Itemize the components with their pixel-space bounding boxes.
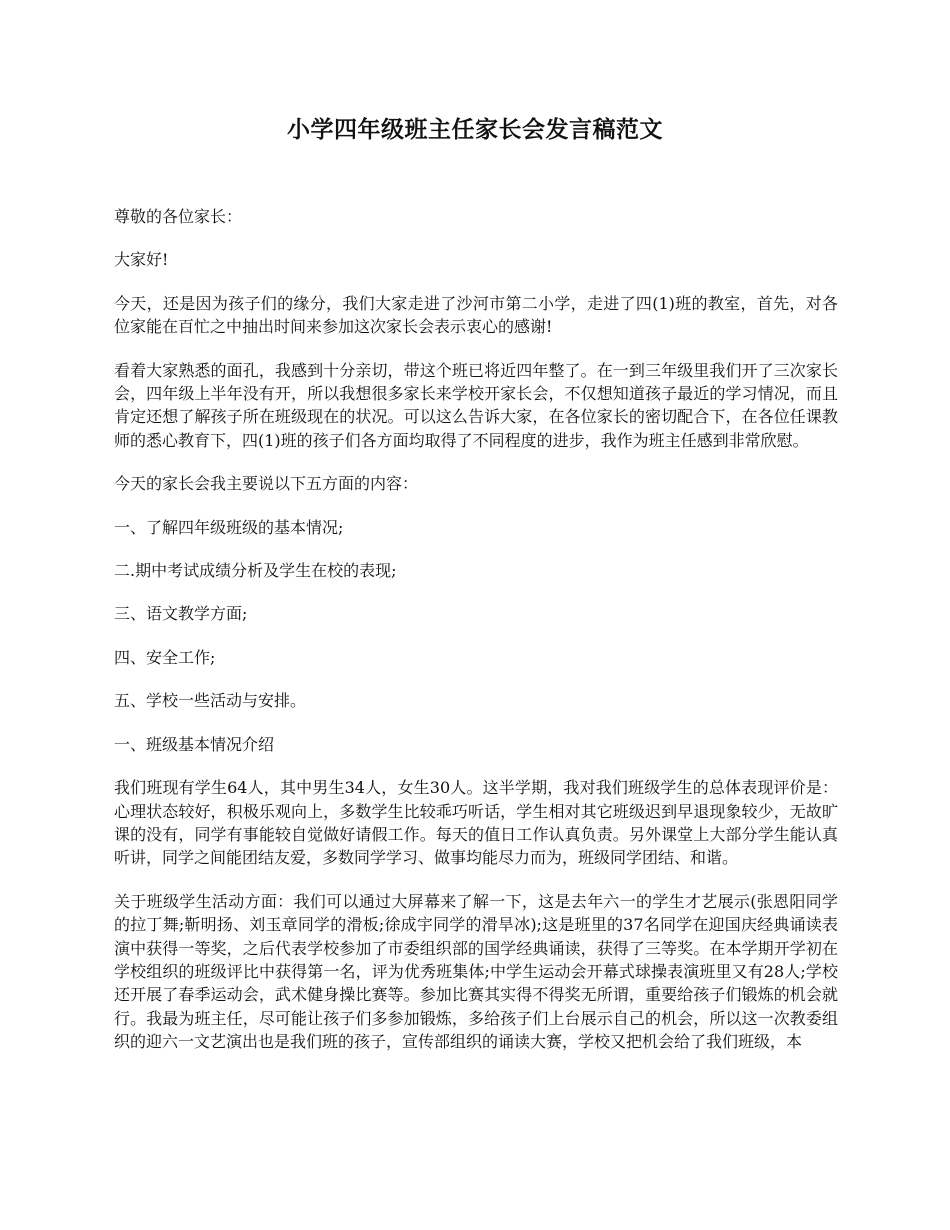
section-heading-1: 一、班级基本情况介绍 [114,734,275,754]
paragraph-agenda-intro: 今天的家长会我主要说以下五方面的内容： [114,474,419,494]
agenda-item-5: 五、学校一些活动与安排。 [114,691,307,711]
paragraph-intro: 看着大家熟悉的面孔，我感到十分亲切，带这个班已将近四年整了。在一到三年级里我们开了三次家长会，四年级上半年没有开，所以我想很多家长来学校开家长会，不仅想知道孩子最近的学习情况，而且肯定还想了解孩子所在班级现在的状况。可以这么告诉大家，在各位家长的密切配合下，在各位任课教师的悉心教育下，四(1)班的孩子们各方面均取得了不同程度的进步，我作为班主任感到非常欣慰。 [114,360,838,450]
paragraph-class-overview: 我们班现有学生64人，其中男生34人，女生30人。这半学期，我对我们班级学生的总体表现评价是：心理状态较好，积极乐观向上，多数学生比较乖巧听话，学生相对其它班级迟到早退现象较少，无故旷课的没有，同学有事能较自觉做好请假工作。每天的值日工作认真负责。另外课堂上大部分学生能认真听讲，同学之间能团结友爱，多数同学学习、做事均能尽力而为，班级同学团结、和谐。 [114,778,838,868]
agenda-item-3: 三、语文教学方面; [114,604,248,624]
greeting: 大家好! [114,250,169,270]
paragraph-opening: 今天，还是因为孩子们的缘分，我们大家走进了沙河市第二小学，走进了四(1)班的教室，首先，对各位家能在百忙之中抽出时间来参加这次家长会表示衷心的感谢! [114,293,838,337]
salutation: 尊敬的各位家长： [114,207,243,226]
agenda-item-1: 一、了解四年级班级的基本情况; [114,517,344,537]
agenda-item-4: 四、安全工作; [114,647,216,667]
document-title: 小学四年级班主任家长会发言稿范文 [287,116,663,143]
paragraph-class-activities: 关于班级学生活动方面：我们可以通过大屏幕来了解一下，这是去年六一的学生才艺展示(张恩阳同学的拉丁舞;靳明扬、刘玉章同学的滑板;徐成宇同学的滑旱冰);这是班里的37名同学在迎国庆经典诵读表演中获得一等奖，之后代表学校参加了市委组织部的国学经典诵读，获得了三等奖。在本学期开学初在学校组织的班级评比中获得第一名，评为优秀班集体;中学生运动会开幕式球操表演班里又有28人;学校还开展了春季运动会，武术健身操比赛等。参加比赛其实得不得奖无所谓，重要给孩子们锻炼的机会就行。我最为班主任，尽可能让孩子们多参加锻炼，多给孩子们上台展示自己的机会，所以这一次教委组织的迎六一文艺演出也是我们班的孩子，宣传部组织的诵读大赛，学校又把机会给了我们班级，本 [114,891,838,1052]
document-body [114,205,838,1074]
agenda-item-2: 二.期中考试成绩分析及学生在校的表现; [114,561,397,581]
